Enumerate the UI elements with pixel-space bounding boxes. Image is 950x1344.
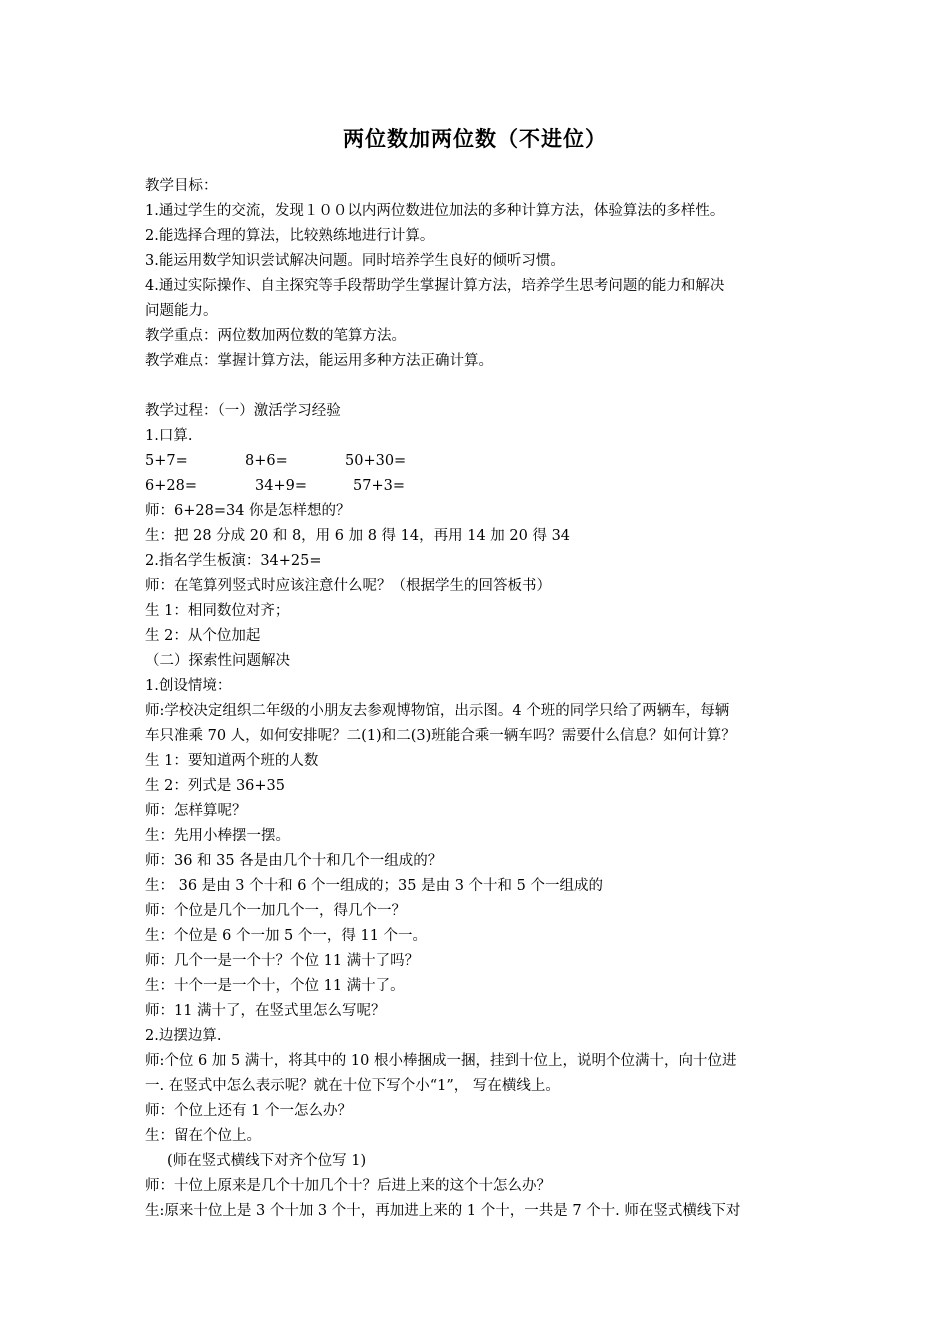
calc-item: 5+7= [145, 453, 188, 469]
dialogue-line: 生 1：要知道两个班的人数 [145, 753, 319, 769]
dialogue-line: 2.边摆边算. [145, 1028, 222, 1044]
oral-calc-row-2 [145, 474, 825, 499]
dialogue-line: 一. 在竖式中怎么表示呢？就在十位下写个小“1”， 写在横线上。 [145, 1078, 560, 1094]
dialogue-line: 师：36 和 35 各是由几个十和几个一组成的？ [145, 853, 443, 869]
dialogue-line: 生:原来十位上是 3 个十加 3 个十，再加进上来的 1 个十，一共是 7 个十. 师在竖式横线下对 [145, 1203, 741, 1219]
dialogue-line: 生 2：从个位加起 [145, 628, 261, 644]
oral-calc-row-1 [145, 449, 825, 474]
dialogue-line: 生：留在个位上。 [145, 1128, 261, 1144]
dialogue-line: 师：个位是几个一加几个一，得几个一？ [145, 903, 406, 919]
dialogue-line: 生：十个一是一个十，个位 11 满十了。 [145, 978, 405, 994]
process-heading: 教学过程：（一）激活学习经验 [145, 403, 341, 419]
objective-4-cont: 问题能力。 [145, 303, 218, 319]
calc-item: 34+9= [255, 478, 307, 494]
dialogue-line: 生： 36 是由 3 个十和 6 个一组成的；35 是由 3 个十和 5 个一组成的 [145, 878, 604, 894]
section-two-heading: （二）探索性问题解决 [145, 653, 290, 669]
objectives-heading: 教学目标： [145, 178, 218, 194]
dialogue-line: 1.创设情境： [145, 678, 232, 694]
blank-line [145, 374, 825, 399]
calc-item: 50+30= [345, 453, 407, 469]
document-body [145, 174, 825, 1224]
dialogue-line: 师：11 满十了，在竖式里怎么写呢？ [145, 1003, 386, 1019]
dialogue-line: 车只准乘 70 人，如何安排呢？二(1)和二(3)班能合乘一辆车吗？需要什么信息？如何计算？ [145, 728, 736, 744]
dialogue-line: 生：个位是 6 个一加 5 个一，得 11 个一。 [145, 928, 428, 944]
calc-item: 6+28= [145, 478, 197, 494]
oral-calc-heading: 1.口算. [145, 428, 193, 444]
dialogue-line: 师：几个一是一个十？个位 11 满十了吗？ [145, 953, 420, 969]
dialogue-line: 师：怎样算呢？ [145, 803, 247, 819]
calc-item: 8+6= [245, 453, 288, 469]
objective-3: 3.能运用数学知识尝试解决问题。同时培养学生良好的倾听习惯。 [145, 253, 565, 269]
dialogue-line: 2.指名学生板演：34+25= [145, 553, 322, 569]
teacher-note: (师在竖式横线下对齐个位写 1) [167, 1153, 367, 1169]
dialogue-line: 师：在笔算列竖式时应该注意什么呢？（根据学生的回答板书） [145, 578, 551, 594]
objective-4: 4.通过实际操作、自主探究等手段帮助学生掌握计算方法，培养学生思考问题的能力和解决 [145, 278, 725, 294]
dialogue-line: 师:学校决定组织二年级的小朋友去参观博物馆，出示图。4 个班的同学只给了两辆车，每辆 [145, 703, 730, 719]
objective-1: 1.通过学生的交流，发现１００以内两位数进位加法的多种计算方法，体验算法的多样性。 [145, 203, 725, 219]
document-title: 两位数加两位数（不进位） [343, 126, 607, 151]
dialogue-line: 生：先用小棒摆一摆。 [145, 828, 290, 844]
dialogue-line: 师：6+28=34 你是怎样想的？ [145, 503, 351, 519]
difficult-point: 教学难点：掌握计算方法，能运用多种方法正确计算。 [145, 353, 493, 369]
objective-2: 2.能选择合理的算法，比较熟练地进行计算。 [145, 228, 435, 244]
dialogue-line: 生 1：相同数位对齐； [145, 603, 290, 619]
calc-item: 57+3= [353, 478, 405, 494]
key-point: 教学重点：两位数加两位数的笔算方法。 [145, 328, 406, 344]
dialogue-line: 师：个位上还有 1 个一怎么办？ [145, 1103, 352, 1119]
dialogue-line: 师:个位 6 加 5 满十，将其中的 10 根小棒捆成一捆，挂到十位上，说明个位满十，向十位进 [145, 1053, 737, 1069]
dialogue-line: 生 2：列式是 36+35 [145, 778, 285, 794]
dialogue-line: 生：把 28 分成 20 和 8，用 6 加 8 得 14，再用 14 加 20 得 34 [145, 528, 571, 544]
dialogue-line: 师：十位上原来是几个十加几个十？后进上来的这个十怎么办？ [145, 1178, 551, 1194]
